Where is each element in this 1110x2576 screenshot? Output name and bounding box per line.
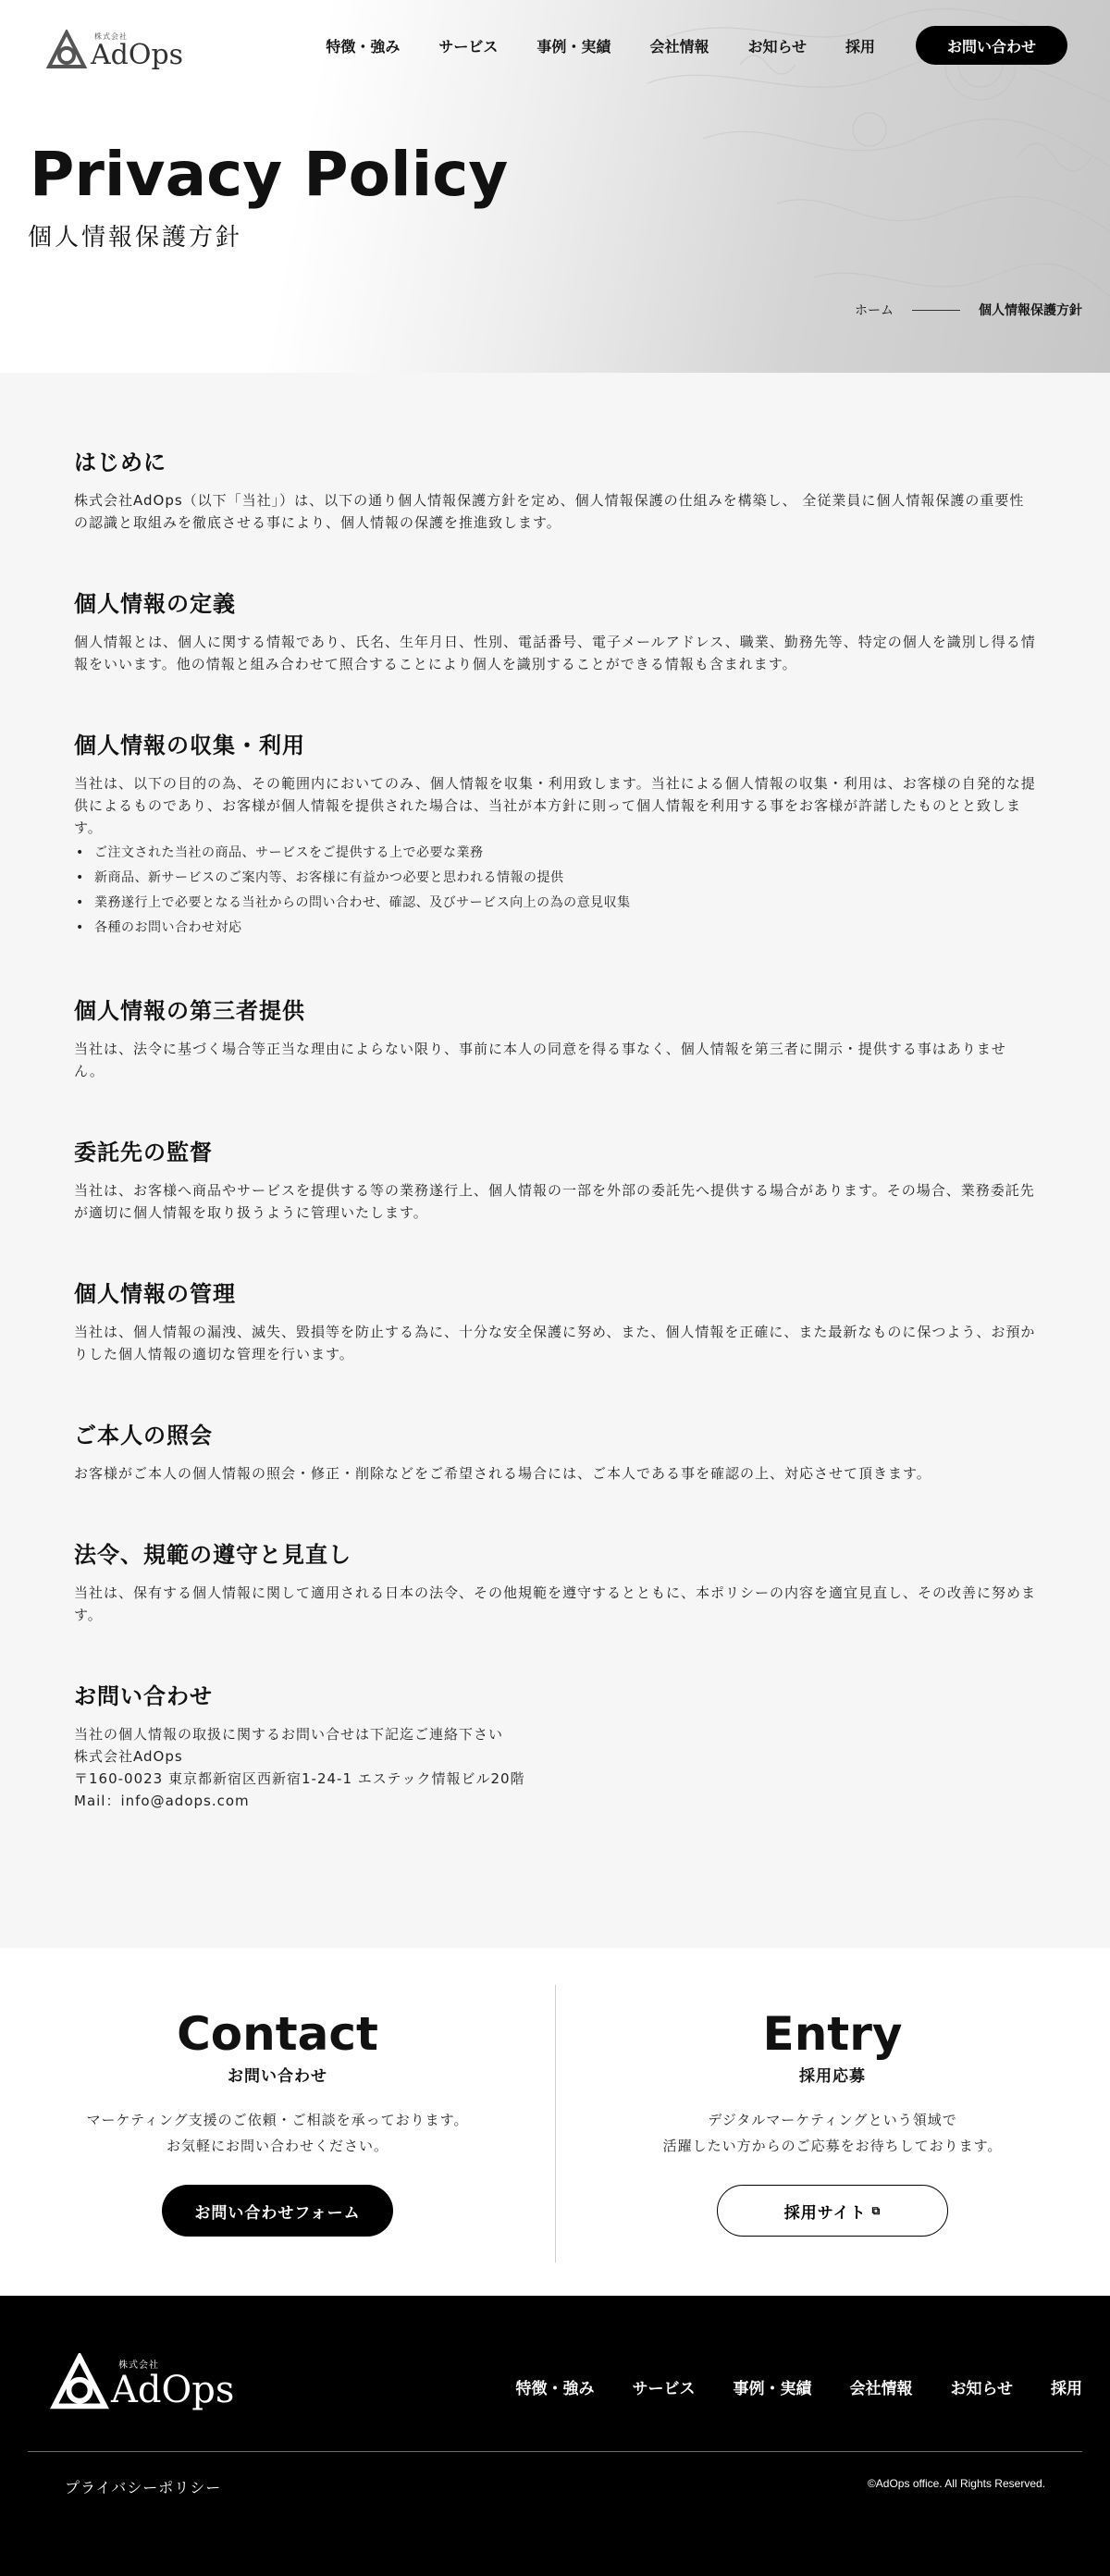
nav-item-features[interactable]: 特徴・強み: [326, 39, 401, 55]
section-body: 株式会社AdOps（以下「当社」）は、以下の通り個人情報保護方針を定め、個人情報保護の仕組みを構築し、 全従業員に個人情報保護の重要性の認識と取組みを徹底させる事により、個人情報の保護を推進致します。: [74, 492, 1025, 531]
header-logo[interactable]: [46, 30, 183, 72]
entry-desc-line: 活躍したい方からのご応募をお待ちしております。: [662, 2138, 1003, 2154]
section-body: お客様がご本人の個人情報の照会・修正・削除などをご希望される場合には、ご本人である事を確認の上、対応させて頂きます。: [74, 1465, 931, 1482]
contact-desc-line: マーケティング支援のご依頼・ご相談を承っております。: [86, 2112, 469, 2128]
contact-form-label: お問い合わせフォーム: [194, 2203, 361, 2223]
page-subtitle: 個人情報保護方針: [28, 224, 243, 252]
section-heading: 個人情報の管理: [74, 1281, 236, 1307]
footer-nav-features[interactable]: 特徴・強み: [515, 2380, 595, 2398]
nav-item-company[interactable]: 会社情報: [649, 39, 709, 55]
purpose-list: [74, 841, 1036, 941]
entry-description: [555, 2107, 1110, 2159]
entry-title: Entry: [762, 2007, 903, 2061]
breadcrumb-separator: [912, 310, 960, 311]
footer-privacy-link[interactable]: プライバシーポリシー: [65, 2479, 222, 2496]
nav-item-cases[interactable]: 事例・実績: [536, 39, 611, 55]
logo-kabushiki: 株式会社: [118, 2360, 159, 2371]
list-item: • ご注文された当社の商品、サービスをご提供する上で必要な業務: [74, 841, 1036, 866]
footer-copyright: ©AdOps office. All Rights Reserved.: [867, 2477, 1045, 2490]
footer-nav-company[interactable]: 会社情報: [849, 2380, 913, 2398]
hero-header: [0, 0, 1110, 373]
section-heading: はじめに: [74, 450, 166, 475]
page-title: Privacy Policy: [30, 139, 509, 210]
section-inquiry-self: [74, 1417, 1036, 1485]
header-contact-button[interactable]: お問い合わせ: [916, 26, 1067, 65]
section-management: [74, 1276, 1036, 1365]
main-nav: [287, 26, 1067, 65]
section-intro: [74, 444, 1036, 534]
section-heading: お問い合わせ: [74, 1683, 213, 1709]
section-body: 当社は、個人情報の漏洩、滅失、毀損等を防止する為に、十分な安全保護に努め、また、個人情報を正確に、また最新なものに保つよう、お預かりした個人情報の適切な管理を行います。: [74, 1324, 1036, 1362]
contact-title: Contact: [177, 2007, 378, 2061]
section-third-party: [74, 992, 1036, 1082]
list-item: • 業務遂行上で必要となる当社からの問い合わせ、確認、及びサービス向上の為の意見収集: [74, 891, 1036, 916]
section-body: 個人情報とは、個人に関する情報であり、氏名、生年月日、性別、電話番号、電子メールアドレス、職業、勤務先等、特定の個人を識別し得る情報をいいます。他の情報と組み合わせて照合することにより個人を識別することができる情報も含まれます。: [74, 634, 1036, 672]
section-heading: 個人情報の定義: [74, 591, 236, 617]
footer-nav-cases[interactable]: 事例・実績: [733, 2380, 812, 2398]
section-heading: 委託先の監督: [74, 1140, 213, 1165]
section-contact: [74, 1678, 1036, 1812]
contact-address: 〒160-0023 東京都新宿区西新宿1-24-1 エステック情報ビル20階: [74, 1770, 525, 1787]
section-body: 当社は、以下の目的の為、その範囲内においてのみ、個人情報を収集・利用致します。当社による個人情報の収集・利用は、お客様の自発的な提供によるものであり、お客様が個人情報を提供された場合は、当社が本方針に則って個人情報を利用する事をお客様が許諾したものとと致します。: [74, 775, 1036, 836]
logo-mark-icon: [48, 2353, 111, 2414]
list-item: • 新商品、新サービスのご案内等、お客様に有益かつ必要と思われる情報の提供: [74, 866, 1036, 891]
footer-nav-services[interactable]: サービス: [632, 2380, 696, 2398]
section-body: 当社は、法令に基づく場合等正当な理由によらない限り、事前に本人の同意を得る事なく、個人情報を第三者に開示・提供する事はありません。: [74, 1041, 1006, 1079]
breadcrumb-current: 個人情報保護方針: [979, 303, 1082, 318]
entry-card: [555, 1948, 1110, 2296]
section-heading: 個人情報の第三者提供: [74, 998, 305, 1024]
nav-item-news[interactable]: お知らせ: [747, 39, 807, 55]
logo-kabushiki: 株式会社: [94, 32, 128, 41]
section-collection: [74, 727, 1036, 941]
recruit-site-label: 採用サイト: [783, 2203, 867, 2223]
breadcrumb-home[interactable]: ホーム: [855, 303, 894, 318]
entry-desc-line: デジタルマーケティングという領域で: [708, 2112, 957, 2128]
contact-form-button[interactable]: [162, 2185, 393, 2237]
footer-nav: [478, 2375, 1083, 2398]
footer-nav-recruit[interactable]: 採用: [1051, 2380, 1082, 2398]
contact-card: [0, 1948, 555, 2296]
recruit-site-button[interactable]: [717, 2185, 948, 2237]
footer-divider: [28, 2451, 1082, 2452]
nav-item-services[interactable]: サービス: [438, 39, 499, 55]
footer-nav-news[interactable]: お知らせ: [950, 2380, 1013, 2398]
contact-desc-line: お気軽にお問い合わせください。: [166, 2138, 388, 2154]
breadcrumb: [855, 301, 1082, 319]
footer-logo[interactable]: [48, 2353, 234, 2414]
logo-mark-icon: [46, 30, 87, 72]
logo-wordmark: AdOps: [91, 38, 184, 71]
contact-company: 株式会社AdOps: [74, 1748, 183, 1765]
section-heading: 法令、規範の遵守と見直し: [74, 1542, 352, 1568]
nav-item-recruit[interactable]: 採用: [845, 39, 875, 55]
logo-wordmark: AdOps: [111, 2369, 235, 2411]
section-body: 当社は、お客様へ商品やサービスを提供する等の業務遂行上、個人情報の一部を外部の委託先へ提供する場合があります。その場合、業務委託先が適切に個人情報を取り扱うように管理いたします。: [74, 1182, 1035, 1221]
external-link-icon: ⧉: [871, 2203, 882, 2217]
site-footer: [0, 2296, 1110, 2576]
cta-panel: [0, 1948, 1110, 2296]
section-heading: 個人情報の収集・利用: [74, 733, 305, 758]
entry-subtitle: 採用応募: [799, 2067, 866, 2086]
section-definition: [74, 585, 1036, 675]
section-contractor: [74, 1134, 1036, 1224]
list-item: • 各種のお問い合わせ対応: [74, 916, 1036, 941]
contact-email[interactable]: Mail：info@adops.com: [74, 1793, 250, 1809]
section-body: 当社は、保有する個人情報に関して適用される日本の法令、その他規範を遵守するとともに、本ポリシーの内容を適宜見直し、その改善に努めます。: [74, 1584, 1037, 1623]
contact-line: 当社の個人情報の取扱に関するお問い合せは下記迄ご連絡下さい: [74, 1726, 504, 1743]
policy-content: [74, 444, 1036, 1864]
contact-subtitle: お問い合わせ: [228, 2067, 327, 2086]
section-compliance: [74, 1536, 1036, 1626]
contact-description: [0, 2107, 555, 2159]
section-heading: ご本人の照会: [74, 1423, 213, 1448]
